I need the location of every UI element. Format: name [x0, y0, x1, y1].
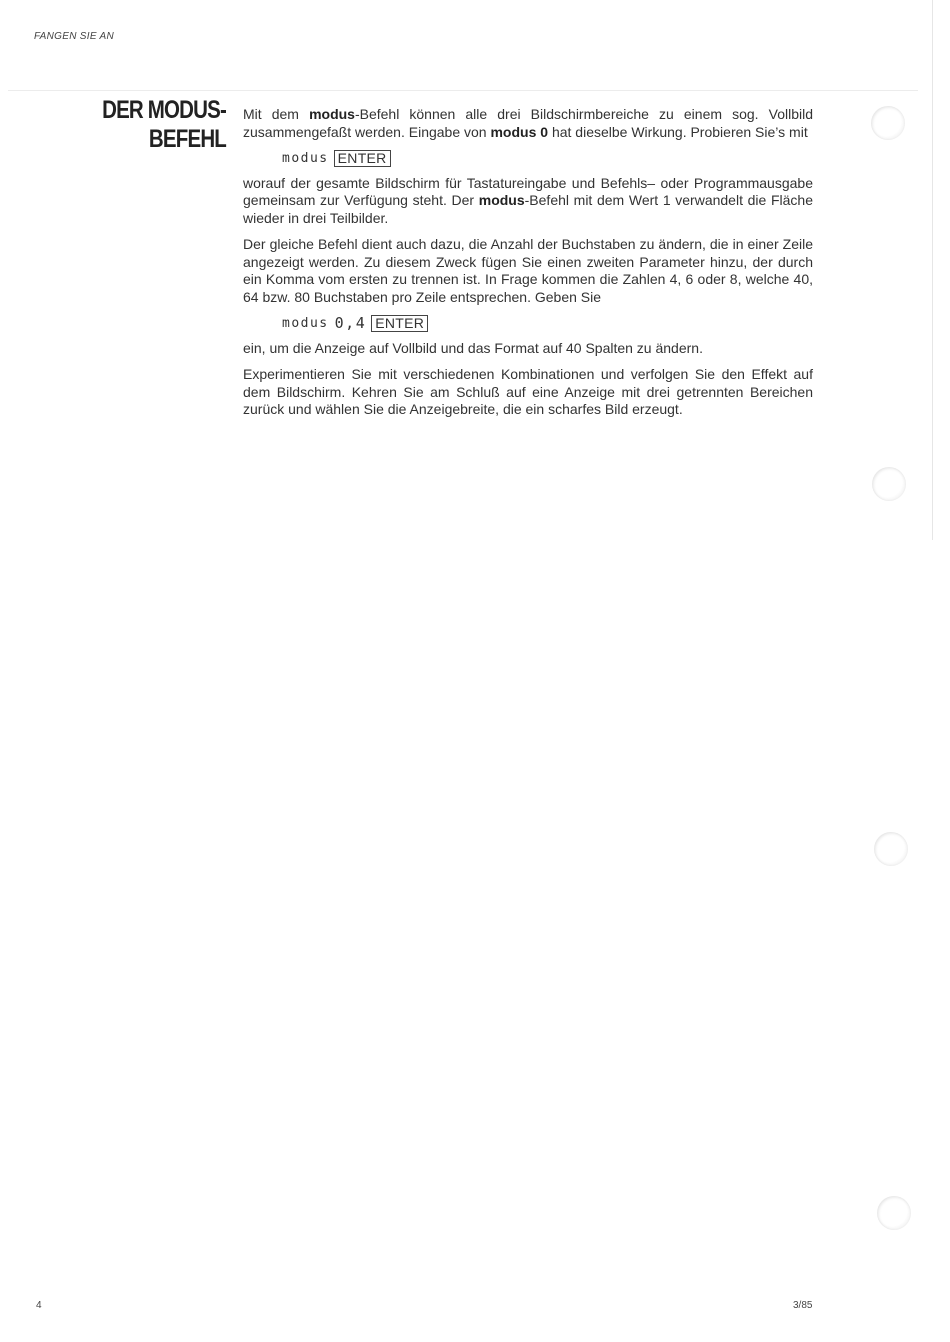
paragraph-1-text-e: hat dieselbe Wirkung. Probieren Sie’s mit — [548, 123, 808, 140]
keyword-modus: modus — [309, 106, 355, 122]
paragraph-1-text-c: -Befehl können alle drei Bildschirmbereiche zu einem sog. Vollbild zusammengefaßt werden. Eingabe von — [243, 106, 813, 140]
paragraph-2-text-c: -Befehl mit dem Wert 1 verwandelt die Fläche wieder in drei Teilbilder. — [243, 192, 813, 226]
paragraph-1-text-a: Mit dem — [243, 106, 310, 122]
page-edge-line — [932, 0, 933, 540]
paragraph-2 — [243, 175, 813, 228]
page-number: 4 — [36, 1300, 42, 1311]
header-rule — [8, 90, 918, 91]
enter-key: ENTER — [334, 150, 391, 167]
section-title — [65, 96, 226, 154]
command-text: modus — [282, 151, 329, 166]
command-example-2 — [282, 315, 813, 333]
command-argument: 0,4 — [334, 314, 367, 332]
section-title-line-2: BEFEHL — [148, 125, 226, 153]
edition-label: 3/85 — [793, 1300, 813, 1311]
punch-hole — [877, 1196, 911, 1230]
paragraph-3: Der gleiche Befehl dient auch dazu, die Anzahl der Buchstaben zu ändern, die in einer Zeile angezeigt werden. Zu diesem Zweck fügen Sie einen zweiten Parameter hinzu, der durch ein Komma vom ersten zu trennen ist. In Frage kommen die Zahlen 4, 6 oder 8, welche 40, 64 bzw. 80 Buchstaben pro Zeile entsprechen. Geben Sie — [243, 236, 813, 305]
section-title-line-1: DER MODUS- — [102, 96, 226, 124]
punch-hole — [871, 106, 905, 140]
paragraph-5: Experimentieren Sie mit verschiedenen Kombinationen und verfolgen Sie den Effekt auf dem Bildschirm. Kehren Sie am Schluß auf eine Anzeige mit drei getrennten Bereichen zurück und wählen Sie die Anzeigebreite, die ein scharfes Bild erzeugt. — [243, 366, 813, 417]
punch-hole — [874, 832, 908, 866]
paragraph-2-text-a: worauf der gesamte Bildschirm für Tastatureingabe und Befehls– oder Programmausgabe gemeinsam zur Verfügung steht. Der — [243, 174, 813, 208]
command-example-1 — [282, 150, 813, 168]
command-text: modus — [282, 316, 329, 331]
running-head: FANGEN SIE AN — [34, 31, 115, 42]
enter-key: ENTER — [371, 315, 428, 332]
keyword-modus: modus — [478, 192, 525, 208]
punch-hole — [872, 467, 906, 501]
keyword-modus-0: modus 0 — [490, 123, 549, 140]
paragraph-1 — [243, 106, 813, 141]
paragraph-4: ein, um die Anzeige auf Vollbild und das Format auf 40 Spalten zu ändern. — [243, 339, 703, 356]
body-text — [243, 106, 813, 428]
